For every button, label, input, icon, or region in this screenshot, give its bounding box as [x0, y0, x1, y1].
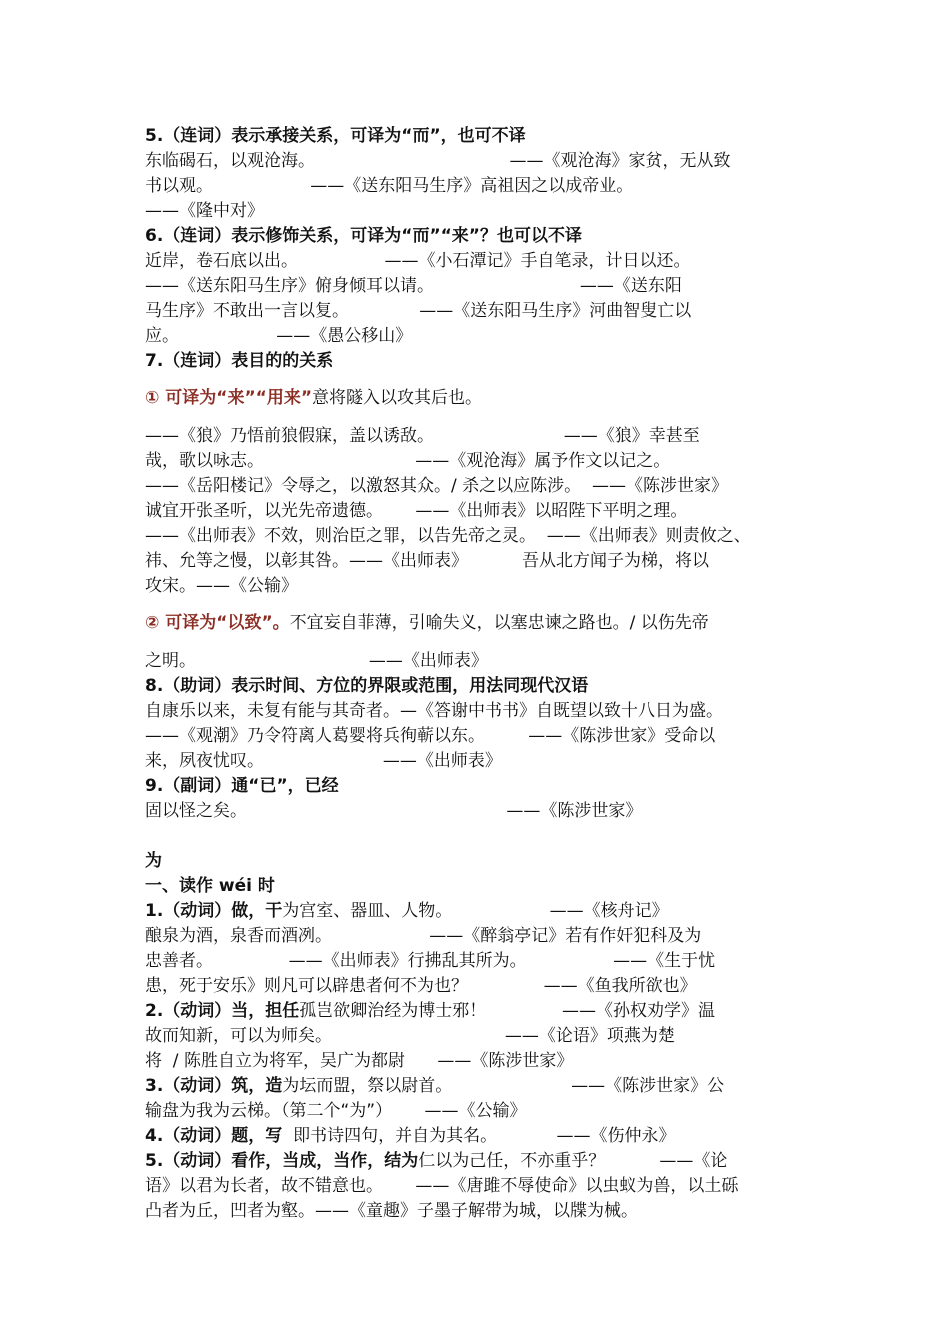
text-segment: 东临碣石，以观沧海。 ——《观沧海》家贫，无从致 — [145, 151, 731, 171]
section-heading: 1.（动词）做，干 — [145, 901, 283, 921]
text-segment: 为坛而盟，祭以尉首。 ——《陈涉世家》公 — [282, 1076, 725, 1096]
text-line — [145, 611, 709, 635]
text-line — [145, 349, 333, 373]
text-line — [145, 199, 264, 223]
text-segment: ——《出师表》不效，则治臣之罪，以告先帝之灵。 ——《出师表》则责攸之、 — [145, 526, 751, 546]
text-line — [145, 999, 715, 1023]
text-line — [145, 386, 482, 410]
text-segment: 输盘为我为云梯。（第二个“为”） ——《公输》 — [145, 1101, 527, 1121]
text-line — [145, 474, 728, 498]
text-segment: 忠善者。 ——《出师表》行拂乱其所为。 ——《生于忧 — [145, 951, 716, 971]
text-line — [145, 1099, 527, 1123]
text-line — [145, 424, 700, 448]
text-segment: 之明。 ——《出师表》 — [145, 651, 488, 671]
text-line — [145, 699, 723, 723]
text-line — [145, 649, 488, 673]
text-line — [145, 799, 642, 823]
text-line — [145, 174, 633, 198]
section-heading: 6.（连词）表示修饰关系，可译为“而”“来”？也可以不译 — [145, 226, 582, 246]
section-heading: 一、读作 wéi 时 — [145, 876, 275, 896]
text-segment: 近岸，卷石底以出。 ——《小石潭记》手自笔录，计日以还。 — [145, 251, 691, 271]
text-line — [145, 524, 751, 548]
text-line — [145, 674, 588, 698]
text-segment: 孤岂欲卿治经为博士邪！ ——《孙权劝学》温 — [299, 1001, 715, 1021]
text-segment: 固以怪之矣。 ——《陈涉世家》 — [145, 801, 643, 821]
text-line — [145, 324, 412, 348]
text-segment: 仁以为己任，不亦重乎？ ——《论 — [418, 1151, 728, 1171]
text-segment: 凸者为丘，凹者为壑。——《童趣》子墨子解带为城，以牒为械。 — [145, 1201, 638, 1221]
text-segment: 意将隧入以攻其后也。 — [312, 388, 483, 408]
text-segment: 祎、允等之慢，以彰其咎。——《出师表》 吾从北方闻子为梯，将以 — [145, 551, 710, 571]
text-segment: 患，死于安乐》则凡可以辟患者何不为也？ ——《鱼我所欲也》 — [145, 976, 697, 996]
text-line — [145, 899, 669, 923]
text-segment: 书以观。 ——《送东阳马生序》高祖因之以成帝业。 — [145, 176, 634, 196]
text-line — [145, 1024, 675, 1048]
text-segment: 来，夙夜忧叹。 ——《出师表》 — [145, 751, 502, 771]
text-line — [145, 274, 682, 298]
section-heading: 5.（动词）看作，当成，当作，结为 — [145, 1151, 419, 1171]
text-line — [145, 1049, 573, 1073]
text-segment: 自康乐以来，未复有能与其奇者。—《答谢中书书》自既望以致十八日为盛。 — [145, 701, 723, 721]
section-heading: 3.（动词）筑，造 — [145, 1076, 283, 1096]
text-line — [145, 949, 715, 973]
section-heading: 5.（连词）表示承接关系，可译为“而”，也可不译 — [145, 126, 526, 146]
text-segment: ——《狼》乃悟前狼假寐，盖以诱敌。 ——《狼》幸甚至 — [145, 426, 700, 446]
text-line — [145, 924, 701, 948]
sub-heading: ② 可译为“以致”。 — [145, 613, 290, 633]
text-segment: 哉，歌以咏志。 ——《观沧海》属予作文以记之。 — [145, 451, 671, 471]
text-segment: 为宫室、器皿、人物。 ——《核舟记》 — [282, 901, 669, 921]
text-line — [145, 749, 502, 773]
text-segment: 应。 ——《愚公移山》 — [145, 326, 413, 346]
text-segment: 诚宜开张圣听，以光先帝遗德。 ——《出师表》以昭陛下平明之理。 — [145, 501, 688, 521]
section-heading: 2.（动词）当，担任 — [145, 1001, 300, 1021]
section-heading: 9.（副词）通“已”，已经 — [145, 776, 339, 796]
text-line — [145, 724, 715, 748]
text-segment: 即书诗四句，并自为其名。 ——《伤仲永》 — [282, 1126, 676, 1146]
text-line — [145, 224, 582, 248]
sub-heading: ① 可译为“来”“用来” — [145, 388, 313, 408]
text-line — [145, 774, 339, 798]
text-line — [145, 1074, 724, 1098]
text-segment: 马生序》不敢出一言以复。 ——《送东阳马生序》河曲智叟亡以 — [145, 301, 692, 321]
text-segment: 酿泉为酒，泉香而酒冽。 ——《醉翁亭记》若有作奸犯科及为 — [145, 926, 702, 946]
text-line — [145, 124, 526, 148]
text-line — [145, 974, 697, 998]
text-line — [145, 1149, 727, 1173]
text-segment: 攻宋。——《公输》 — [145, 576, 298, 596]
text-segment: 不宜妄自菲薄，引喻失义，以塞忠谏之路也。/ 以伤先帝 — [289, 613, 709, 633]
section-heading: 为 — [145, 851, 162, 871]
section-heading: 8.（助词）表示时间、方位的界限或范围，用法同现代汉语 — [145, 676, 589, 696]
text-line — [145, 1124, 676, 1148]
text-line — [145, 849, 162, 873]
text-line — [145, 449, 670, 473]
text-line — [145, 874, 275, 898]
text-segment: ——《观潮》乃令符离人葛婴将兵徇蕲以东。 ——《陈涉世家》受命以 — [145, 726, 716, 746]
text-segment: 语》以君为长者，故不错意也。 ——《唐雎不辱使命》以虫蚁为兽，以土砾 — [145, 1176, 739, 1196]
text-segment: ——《岳阳楼记》令辱之，以激怒其众。/ 杀之以应陈涉。 ——《陈涉世家》 — [145, 476, 728, 496]
section-heading: 7.（连词）表目的的关系 — [145, 351, 334, 371]
text-line — [145, 574, 298, 598]
text-line — [145, 499, 687, 523]
text-segment: ——《送东阳马生序》俯身倾耳以请。 ——《送东阳 — [145, 276, 682, 296]
text-line — [145, 299, 691, 323]
text-line — [145, 1174, 738, 1198]
text-line — [145, 149, 731, 173]
text-segment: ——《隆中对》 — [145, 201, 264, 221]
text-line — [145, 249, 690, 273]
text-line — [145, 1199, 638, 1223]
section-heading: 4.（动词）题，写 — [145, 1126, 283, 1146]
text-line — [145, 549, 709, 573]
text-segment: 故而知新，可以为师矣。 ——《论语》项燕为楚 — [145, 1026, 675, 1046]
text-segment: 将 / 陈胜自立为将军，吴广为都尉 ——《陈涉世家》 — [145, 1051, 574, 1071]
